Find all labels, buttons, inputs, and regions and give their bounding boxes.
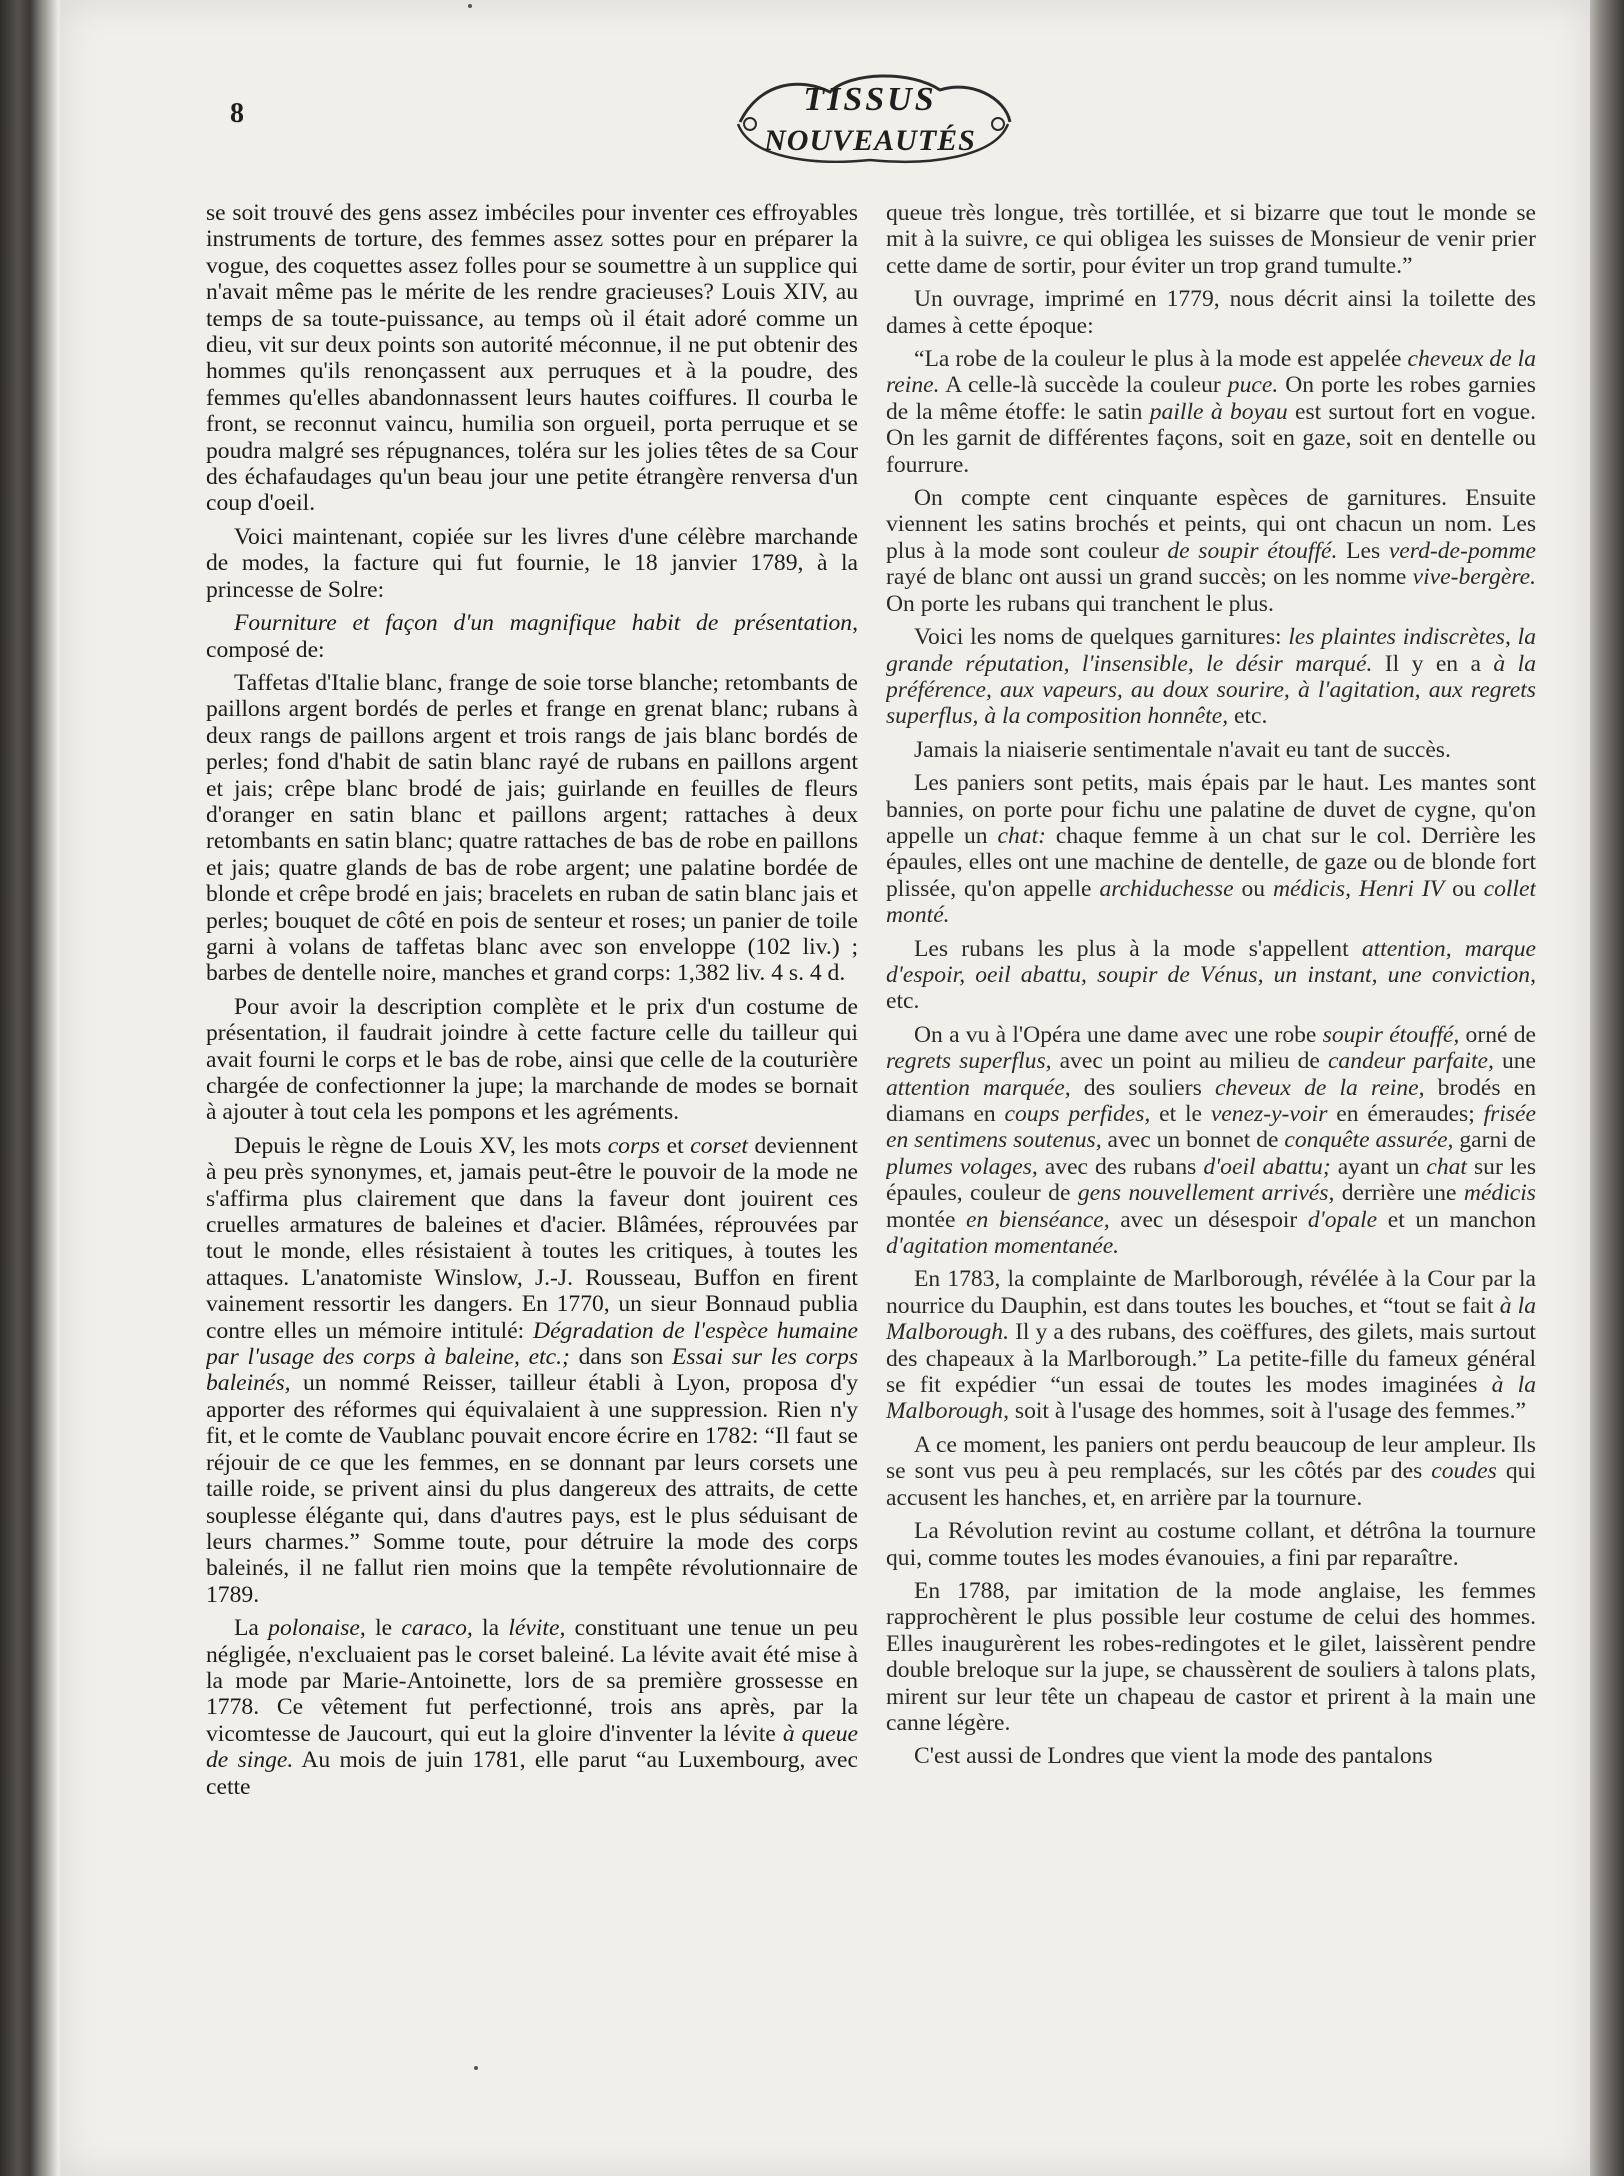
italic-text-run: cheveux de la reine,	[1214, 1074, 1425, 1101]
text-run: le	[365, 1615, 402, 1642]
italic-text-run: à la préférence, aux vapeurs, au doux sourire, à l'agitation, aux regrets superflus, à la composition honnête,	[886, 650, 1536, 730]
italic-text-run: corps	[607, 1132, 661, 1159]
text-run: avec un désespoir	[1109, 1206, 1308, 1233]
italic-text-run: à queue de singe.	[206, 1720, 858, 1774]
italic-text-run: d'opale	[1307, 1206, 1378, 1233]
italic-text-run: vive-bergère.	[1412, 564, 1536, 591]
text-run: Les	[1337, 537, 1389, 564]
page-number: 8	[230, 98, 244, 129]
italic-text-run: coudes	[1431, 1458, 1497, 1485]
right-column-paragraph	[886, 624, 1536, 730]
text-run: etc.	[886, 988, 920, 1015]
italic-text-run: médicis, Henri IV	[1273, 875, 1445, 902]
left-column-paragraph	[206, 610, 858, 663]
italic-text-run: Fourniture et façon d'un magnifique habit de présentation,	[234, 610, 858, 637]
right-column-paragraph	[886, 1266, 1536, 1424]
italic-text-run: médicis	[1463, 1180, 1536, 1207]
right-column-paragraph	[886, 737, 1536, 763]
text-run: avec un bonnet de	[1101, 1127, 1285, 1154]
text-run: Depuis le règne de Louis XV, les mots	[234, 1132, 608, 1159]
left-column-paragraph	[206, 1615, 858, 1800]
text-run: rayé de blanc ont aussi un grand succès; on les nomme	[886, 564, 1413, 591]
italic-text-run: à la Malborough,	[886, 1372, 1536, 1425]
text-run: On compte cent cinquante espèces de garnitures. Ensuite viennent les satins brochés et peints, qui ont chacun un nom. Les plus à la mode sont couleur	[886, 485, 1536, 564]
text-run: ou	[1444, 875, 1484, 902]
italic-text-run: attention marquée,	[886, 1074, 1071, 1101]
italic-text-run: à la Malborough.	[886, 1292, 1536, 1346]
text-run: Pour avoir la description complète et le prix d'un costume de présentation, il faudrait joindre à cette facture celle du tailleur qui avait fourni le corps et le bas de robe, ainsi que celle de la couturière chargée de confectionner la jupe; la marchande de modes se bornait à ajouter à tout cela les pompons et les agréments.	[206, 993, 858, 1126]
text-run: chaque femme à un chat sur le col. Derrière les épaules, elles ont une machine de dentelle, de gaze ou de blonde fort plissée, qu'on appelle	[886, 822, 1536, 902]
text-run: Jamais la niaiserie sentimentale n'avait eu tant de succès.	[914, 736, 1451, 763]
text-run: et un manchon	[1377, 1206, 1536, 1233]
italic-text-run: Dégradation de l'espèce humaine par l'usage des corps à baleine, etc.;	[206, 1317, 858, 1371]
italic-text-run: plumes volages,	[886, 1153, 1038, 1180]
italic-text-run: cheveux de la reine.	[886, 346, 1536, 399]
speck-mark	[474, 2066, 478, 2070]
speck-mark	[468, 4, 472, 8]
right-column-paragraph	[886, 1743, 1536, 1769]
text-run: C'est aussi de Londres que vient la mode des pantalons	[914, 1743, 1433, 1770]
right-column-paragraph	[886, 1518, 1536, 1571]
text-run: En 1788, par imitation de la mode anglaise, les femmes rapprochèrent le plus possible leur costume de celui des hommes. Elles inaugurèrent les robes-redingotes et le gilet, laissèrent pendre double breloque sur la jupe, se chaussèrent de souliers à talons plats, mirent sur leur tête un chapeau de castor et prirent à la main une canne légère.	[886, 1577, 1536, 1736]
text-run: soit à l'usage des hommes, soit à l'usage des femmes.”	[1009, 1398, 1526, 1425]
text-run: On a vu à l'Opéra une dame avec une robe	[914, 1021, 1323, 1048]
text-run: est surtout fort en vogue. On les garnit de différentes façons, soit en gaze, soit en dentelle ou fourrure.	[886, 398, 1536, 478]
masthead-line-2: NOUVEAUTÉS	[764, 124, 976, 157]
italic-text-run: puce.	[1227, 372, 1279, 399]
italic-text-run: candeur parfaite,	[1327, 1048, 1494, 1075]
italic-text-run: lévite,	[508, 1615, 566, 1642]
right-column-paragraph	[886, 1022, 1536, 1260]
text-run: dans son	[569, 1344, 672, 1371]
italic-text-run: les plaintes indiscrètes, la grande réputation, l'insensible, le désir marqué.	[886, 624, 1536, 677]
text-run: Au mois de juin 1781, elle parut “au Luxembourg, avec cette	[206, 1747, 858, 1800]
text-run: “La robe de la couleur le plus à la mode est appelée	[914, 346, 1408, 373]
italic-text-run: paille à boyau	[1149, 398, 1288, 425]
masthead-line-1: TISSUS	[803, 81, 937, 118]
italic-text-run: conquête assurée,	[1284, 1127, 1454, 1154]
italic-text-run: corset	[690, 1132, 748, 1159]
text-run: se soit trouvé des gens assez imbéciles pour inventer ces effroyables instruments de torture, des femmes assez sottes pour en préparer la vogue, des coquettes assez folles pour se soumettre à un supplice qui n'avait même pas le mérite de les rendre gracieuses? Louis XIV, au temps de sa toute-puissance, au temps où il était adoré comme un dieu, vit sur deux points son autorité méconnue, il ne put obtenir des hommes qu'ils renonçassent aux perruques et à la poudre, des femmes qu'elles abandonnassent leurs hautes coiffures. Il courba le front, se reconnut vaincu, humilia son orgueil, porta perruque et se poudra malgré ses répugnances, toléra sur les jolies têtes de sa Cour des échafaudages qu'un beau jour une petite étrangère renversa d'un coup d'oeil.	[206, 200, 858, 517]
text-run: Il y a des rubans, des coëffures, des gilets, mais surtout des chapeaux à la Marlborough.” La petite-fille du fameux général se fit expédier “un essai de toutes les modes imaginées	[886, 1319, 1536, 1399]
italic-text-run: chat:	[997, 822, 1046, 849]
text-run: la	[472, 1615, 509, 1642]
text-run: des souliers	[1070, 1074, 1215, 1101]
text-run: derrière une	[1334, 1180, 1464, 1207]
text-run: garni de	[1453, 1127, 1536, 1154]
text-run: en émeraudes;	[1327, 1101, 1484, 1127]
italic-text-run: d'agitation momentanée.	[886, 1233, 1120, 1260]
left-text-column	[206, 200, 858, 2070]
text-run: brodés en diamans en	[886, 1074, 1536, 1127]
text-run: avec un point au milieu de	[1051, 1048, 1328, 1075]
right-column-paragraph	[886, 1432, 1536, 1511]
italic-text-run: gens nouvellement arrivés,	[1077, 1180, 1335, 1207]
text-run: qui accusent les hanches, et, en arrière par la tournure.	[886, 1458, 1536, 1511]
text-run: On porte les robes garnies de la même étoffe: le satin	[886, 372, 1536, 425]
right-column-paragraph	[886, 286, 1536, 339]
italic-text-run: Essai sur les corps baleinés,	[206, 1344, 858, 1397]
right-column-paragraph	[886, 1578, 1536, 1736]
right-column-paragraph	[886, 485, 1536, 617]
italic-text-run: soupir étouffé,	[1322, 1021, 1460, 1048]
right-text-column	[886, 200, 1536, 2070]
right-column-paragraph	[886, 200, 1536, 279]
italic-text-run: caraco,	[401, 1615, 473, 1642]
italic-text-run: de soupir étouffé.	[1167, 537, 1338, 564]
text-run: La Révolution revint au costume collant, et détrôna la tournure qui, comme toutes les modes évanouies, a fini par reparaître.	[886, 1518, 1536, 1571]
italic-text-run: regrets superflus,	[886, 1048, 1052, 1075]
text-run: montée	[886, 1206, 967, 1233]
left-column-paragraph	[206, 524, 858, 603]
text-run: deviennent à peu près synonymes, et, jamais peut-être le pouvoir de la mode ne s'affirma plus clairement que dans la faveur dont jouirent ces cruelles armatures de baleines et d'acier. Blâmées, réprouvées par tout le monde, elles résistaient à toutes les critiques, à toutes les attaques. L'anatomiste Winslow, J.-J. Rousseau, Buffon en firent vainement ressortir les dangers. En 1770, un sieur Bonnaud publia contre elles un mémoire intitulé:	[206, 1132, 858, 1344]
text-run: A celle-là succède la couleur	[939, 372, 1228, 399]
text-run: un nommé Reisser, tailleur établi à Lyon, proposa d'y apporter des réformes qui équivalaient à une suppression. Rien n'y fit, et le comte de Vaublanc pouvait encore écrire en 1782: “Il faut se réjouir de ce que les femmes, en se donnant par leurs corsets une taille roide, se privent ainsi du plus dangereux des attraits, de cette souplesse élégante qui, dans d'autres pays, est le plus séduisant de leurs charmes.” Somme toute, pour détruire la mode des corps baleinés, il ne fallut rien moins que la tempête révolutionnaire de 1789.	[206, 1370, 858, 1608]
text-run: une	[1493, 1048, 1536, 1075]
italic-text-run: verd-de-pomme	[1388, 537, 1536, 564]
italic-text-run: polonaise,	[268, 1615, 366, 1642]
right-column-paragraph	[886, 770, 1536, 928]
text-run: et le	[1150, 1101, 1211, 1127]
text-run: ou	[1233, 875, 1274, 902]
text-run: queue très longue, très tortillée, et si bizarre que tout le monde se mit à la suivre, ce qui obligea les suisses de Monsieur de venir prier cette dame de sortir, pour éviter un trop grand tumulte.”	[886, 200, 1536, 279]
right-column-paragraph	[886, 346, 1536, 478]
italic-text-run: chat	[1426, 1153, 1467, 1180]
text-run: Un ouvrage, imprimé en 1779, nous décrit ainsi la toilette des dames à cette époque:	[886, 286, 1536, 339]
italic-text-run: frisée en sentimens soutenus,	[886, 1101, 1536, 1154]
right-column-paragraph	[886, 936, 1536, 1015]
document-page	[60, 0, 1590, 2176]
left-column-paragraph	[206, 1133, 858, 1608]
text-run: sur les épaules, couleur de	[886, 1153, 1536, 1207]
italic-text-run: d'oeil abattu;	[1203, 1153, 1331, 1180]
italic-text-run: coups perfides,	[1004, 1101, 1151, 1127]
italic-text-run: en bienséance,	[966, 1206, 1110, 1233]
left-column-paragraph	[206, 670, 858, 987]
text-run: Les rubans les plus à la mode s'appellent	[914, 935, 1362, 962]
text-run: En 1783, la complainte de Marlborough, révélée à la Cour par la nourrice du Dauphin, est dans toutes les bouches, et “tout se fait	[886, 1266, 1536, 1319]
masthead-logo	[720, 62, 1020, 174]
left-column-paragraph	[206, 200, 858, 517]
text-run: La	[234, 1615, 269, 1642]
italic-text-run: collet monté.	[886, 875, 1536, 929]
text-run: avec des rubans	[1037, 1153, 1204, 1180]
text-run: On porte les rubans qui tranchent le plus.	[886, 590, 1274, 617]
text-run: orné de	[1459, 1021, 1536, 1048]
text-run: composé de:	[206, 636, 325, 663]
text-run: Voici maintenant, copiée sur les livres d'une célèbre marchande de modes, la facture qui fut fournie, le 18 janvier 1789, à la princesse de Solre:	[206, 523, 858, 603]
italic-text-run: attention, marque d'espoir, oeil abattu, soupir de Vénus, un instant, une conviction,	[886, 935, 1536, 988]
italic-text-run: archiduchesse	[1099, 875, 1234, 902]
italic-text-run: venez-y-voir	[1210, 1101, 1328, 1127]
text-run: Les paniers sont petits, mais épais par le haut. Les mantes sont bannies, on porte pour fichu une palatine de duvet de cygne, qu'on appelle un	[886, 770, 1536, 849]
text-run: etc.	[1228, 703, 1268, 730]
text-run: et	[660, 1132, 691, 1159]
text-run: Taffetas d'Italie blanc, frange de soie torse blanche; retombants de paillons argent bordés de perles et frange en grenat blanc; rubans à deux rangs de paillons argent et trois rangs de jais blanc bordés de perles; fond d'habit de satin blanc rayé de rubans en paillons argent et jais; crêpe blanc brodé de jais; guirlande en feuilles de fleurs d'oranger en satin blanc et paillons argent; rattaches à deux retombants en satin blanc; quatre rattaches de bas de robe en paillons et jais; quatre glands de bas de robe argent; une palatine bordée de blonde et crêpe brodé en jais; bracelets en ruban de satin blanc jais et perles; bouquet de côté en pois de senteur et roses; un panier de toile garni à volans de taffetas blanc avec son enveloppe (102 liv.) ; barbes de dentelle noire, manches et grand corps: 1,382 liv. 4 s. 4 d.	[206, 669, 858, 987]
text-run: Il y en a	[1372, 650, 1494, 677]
text-run: A ce moment, les paniers ont perdu beaucoup de leur ampleur. Ils se sont vus peu à peu remplacés, sur les côtés par des	[886, 1431, 1536, 1485]
text-run: Voici les noms de quelques garnitures:	[914, 624, 1289, 651]
left-column-paragraph	[206, 994, 858, 1126]
text-run: ayant un	[1330, 1153, 1427, 1180]
text-run: constituant une tenue un peu négligée, n'excluaient pas le corset baleiné. La lévite avait été mise à la mode par Marie-Antoinette, lors de sa première grossesse en 1778. Ce vêtement fut perfectionné, trois ans après, par la vicomtesse de Jaucourt, qui eut la gloire d'inventer la lévite	[206, 1615, 858, 1747]
